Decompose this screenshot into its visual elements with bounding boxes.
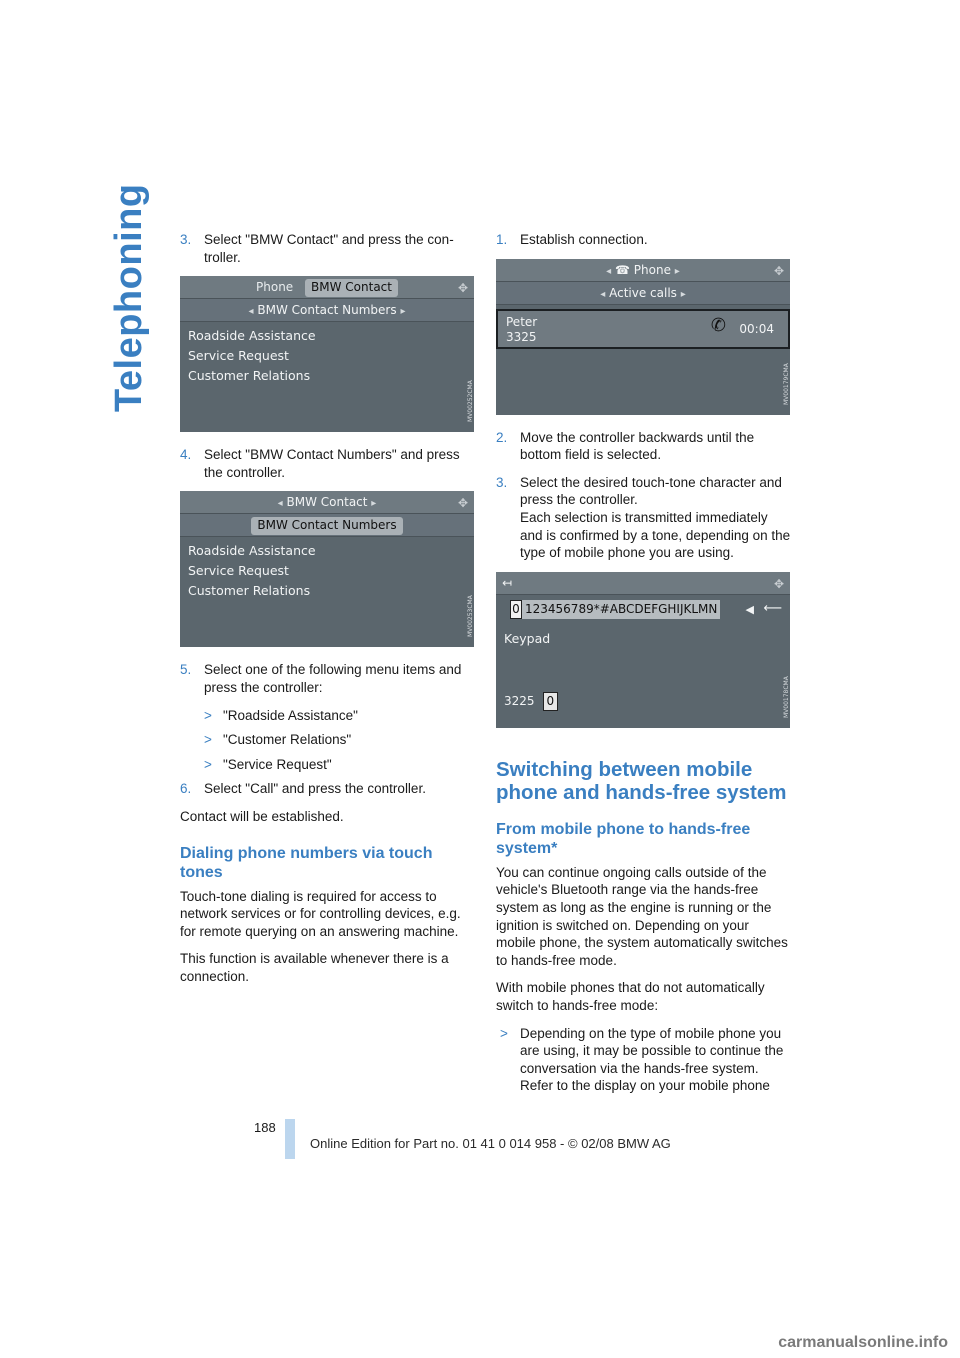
paragraph: With mobile phones that do not automatically switch to hands-free mode: — [496, 980, 765, 1013]
subtab-label: BMW Contact Numbers — [257, 303, 397, 318]
bullet-text: "Service Request" — [223, 756, 332, 772]
caller-name: Peter — [506, 314, 538, 329]
step-number: 1. — [496, 232, 508, 247]
bullet-text: "Roadside Assistance" — [223, 707, 358, 723]
bullet-item — [180, 707, 475, 725]
entered-digit: 0 — [543, 692, 559, 712]
handset-icon: ☎ — [615, 262, 630, 277]
step-number: 2. — [496, 429, 508, 445]
caller-number: 3325 — [506, 329, 537, 344]
subtab-bar — [180, 514, 474, 537]
backspace-icon: ⟵ — [763, 600, 782, 616]
step-number: 3. — [496, 474, 508, 490]
paragraph: Contact will be established. — [180, 808, 344, 824]
active-call-row — [496, 309, 790, 349]
bullet-marker-icon: > — [204, 732, 212, 748]
subtab-bar — [180, 299, 474, 322]
step-number: 5. — [180, 662, 192, 678]
left-arrow-icon: ◂ — [606, 265, 612, 277]
footer-accent-bar — [285, 1119, 295, 1159]
image-code — [778, 359, 790, 405]
paragraph: Touch-tone dialing is required for access to network services or for controlling devices, e.g. for remote querying on an answering machine. — [180, 888, 461, 939]
watermark: carmanualsonline.info — [778, 1334, 948, 1351]
step-text: Select "BMW Contact Numbers" and press the controller. — [204, 447, 460, 480]
tab-bar — [180, 491, 474, 514]
phone-number: 3225 — [504, 693, 535, 708]
handset-icon: ✆ — [710, 314, 726, 336]
bullet-text: "Customer Relations" — [223, 732, 352, 748]
image-code-text: MV00252CMA — [467, 380, 474, 423]
caller-info — [506, 315, 537, 345]
page-number: 188 — [254, 1120, 276, 1135]
chapter-title-text: Telephoning — [108, 183, 150, 412]
section-heading: Dialing phone numbers via touch tones — [180, 844, 433, 881]
chapter-title — [108, 183, 154, 412]
menu-item: Roadside Assistance — [188, 328, 316, 344]
bullet-item — [180, 731, 475, 749]
right-column — [496, 231, 791, 1102]
options-icon: ✥ — [773, 263, 784, 278]
keypad-label: Keypad — [504, 630, 551, 646]
right-arrow-icon: ▸ — [371, 498, 377, 510]
image-code — [778, 672, 790, 718]
keypad-character-row — [510, 600, 784, 620]
menu-item: Service Request — [188, 563, 289, 579]
entered-number — [504, 692, 558, 712]
options-icon: ✥ — [457, 281, 468, 296]
menu-item: Service Request — [188, 348, 289, 364]
options-icon: ✥ — [457, 496, 468, 511]
step-1-right — [496, 231, 791, 249]
subtab-bar — [496, 282, 790, 305]
right-arrow-icon: ▸ — [680, 288, 686, 300]
call-timer: 00:04 — [739, 321, 774, 336]
right-arrow-icon: ▸ — [400, 306, 406, 318]
bullet-item — [496, 1025, 791, 1095]
step-number: 4. — [180, 447, 192, 463]
image-code-text: MV00178CMA — [783, 675, 790, 718]
bullet-item — [180, 756, 475, 774]
step-3-right — [496, 474, 791, 562]
step-number: 3. — [180, 232, 192, 247]
selected-character: 0 — [510, 600, 522, 620]
menu-list — [188, 541, 316, 601]
step-number: 6. — [180, 781, 192, 797]
screen-keypad — [496, 572, 790, 728]
image-code-text: MV00253CMA — [467, 595, 474, 638]
step-text: Select "Call" and press the controller. — [204, 781, 426, 797]
top-bar — [496, 572, 790, 595]
right-arrow-icon: ▸ — [674, 265, 680, 277]
paragraph: This function is available whenever there is a connection. — [180, 951, 449, 984]
step-text: Select the desired touch-tone character and press the controller. — [520, 474, 782, 508]
step-4-left — [180, 446, 475, 481]
menu-item: Roadside Assistance — [188, 543, 316, 559]
bullet-marker-icon: > — [204, 756, 212, 772]
image-code — [462, 376, 474, 423]
step-3-left — [180, 231, 475, 266]
step-2-right — [496, 429, 791, 464]
image-code — [462, 591, 474, 638]
options-icon: ✥ — [773, 576, 784, 591]
back-icon: ↤ — [502, 575, 513, 590]
menu-item: Customer Relations — [188, 368, 311, 384]
tab-phone: Phone — [256, 280, 294, 295]
tab-bmw-contact: BMW Contact — [305, 279, 398, 297]
character-list: 123456789*#ABCDEFGHIJKLMN — [522, 600, 720, 620]
left-arrow-icon: ◂ — [600, 288, 606, 300]
speaker-icon: ◀ — [745, 602, 754, 616]
bullet-text: Depending on the type of mobile phone you are using, it may be possible to continue the conversation via the hands-free system. Refer to the display on your mobile phone — [520, 1025, 784, 1094]
menu-list — [188, 326, 316, 386]
tab-bar — [496, 259, 790, 282]
subsection-heading: From mobile phone to hands-free system* — [496, 820, 751, 857]
section-heading: Switching between mobile phone and hands-free system — [496, 757, 787, 804]
menu-item: Customer Relations — [188, 583, 311, 599]
step-note: Each selection is transmitted immediately and is confirmed by a tone, depending on the type of mobile phone you are using. — [520, 509, 791, 561]
screen-active-calls — [496, 259, 790, 415]
step-5-left — [180, 661, 475, 696]
subtab-label: Active calls — [609, 285, 677, 300]
footer-edition-text: Online Edition for Part no. 01 41 0 014 958 - © 02/08 BMW AG — [310, 1136, 671, 1151]
bullet-marker-icon: > — [500, 1025, 508, 1041]
tab-bar — [180, 276, 474, 299]
paragraph: You can continue ongoing calls outside of the vehicle's Bluetooth range via the hands-free system as long as the engine is running or the ignition is switched on. Depending on your mobile phone, the system automatically switches to hands-free mode. — [496, 864, 788, 968]
left-column — [180, 231, 475, 996]
step-6-left — [180, 780, 475, 798]
left-arrow-icon: ◂ — [277, 498, 283, 510]
tab-bmw-contact: BMW Contact — [286, 495, 368, 510]
tab-phone: Phone — [633, 262, 671, 277]
step-text: Select one of the following menu items and press the controller: — [204, 662, 462, 695]
step-text: Select "BMW Contact" and press the con-troller. — [204, 232, 454, 265]
image-code-text: MV00179CMA — [783, 362, 790, 405]
screen-bmw-contact-numbers — [180, 491, 474, 647]
subtab-label: BMW Contact Numbers — [251, 517, 402, 535]
step-text: Move the controller backwards until the bottom field is selected. — [520, 429, 755, 463]
step-text: Establish connection. — [520, 232, 648, 247]
screen-bmw-contact — [180, 276, 474, 432]
left-arrow-icon: ◂ — [248, 306, 254, 318]
bullet-marker-icon: > — [204, 707, 212, 723]
